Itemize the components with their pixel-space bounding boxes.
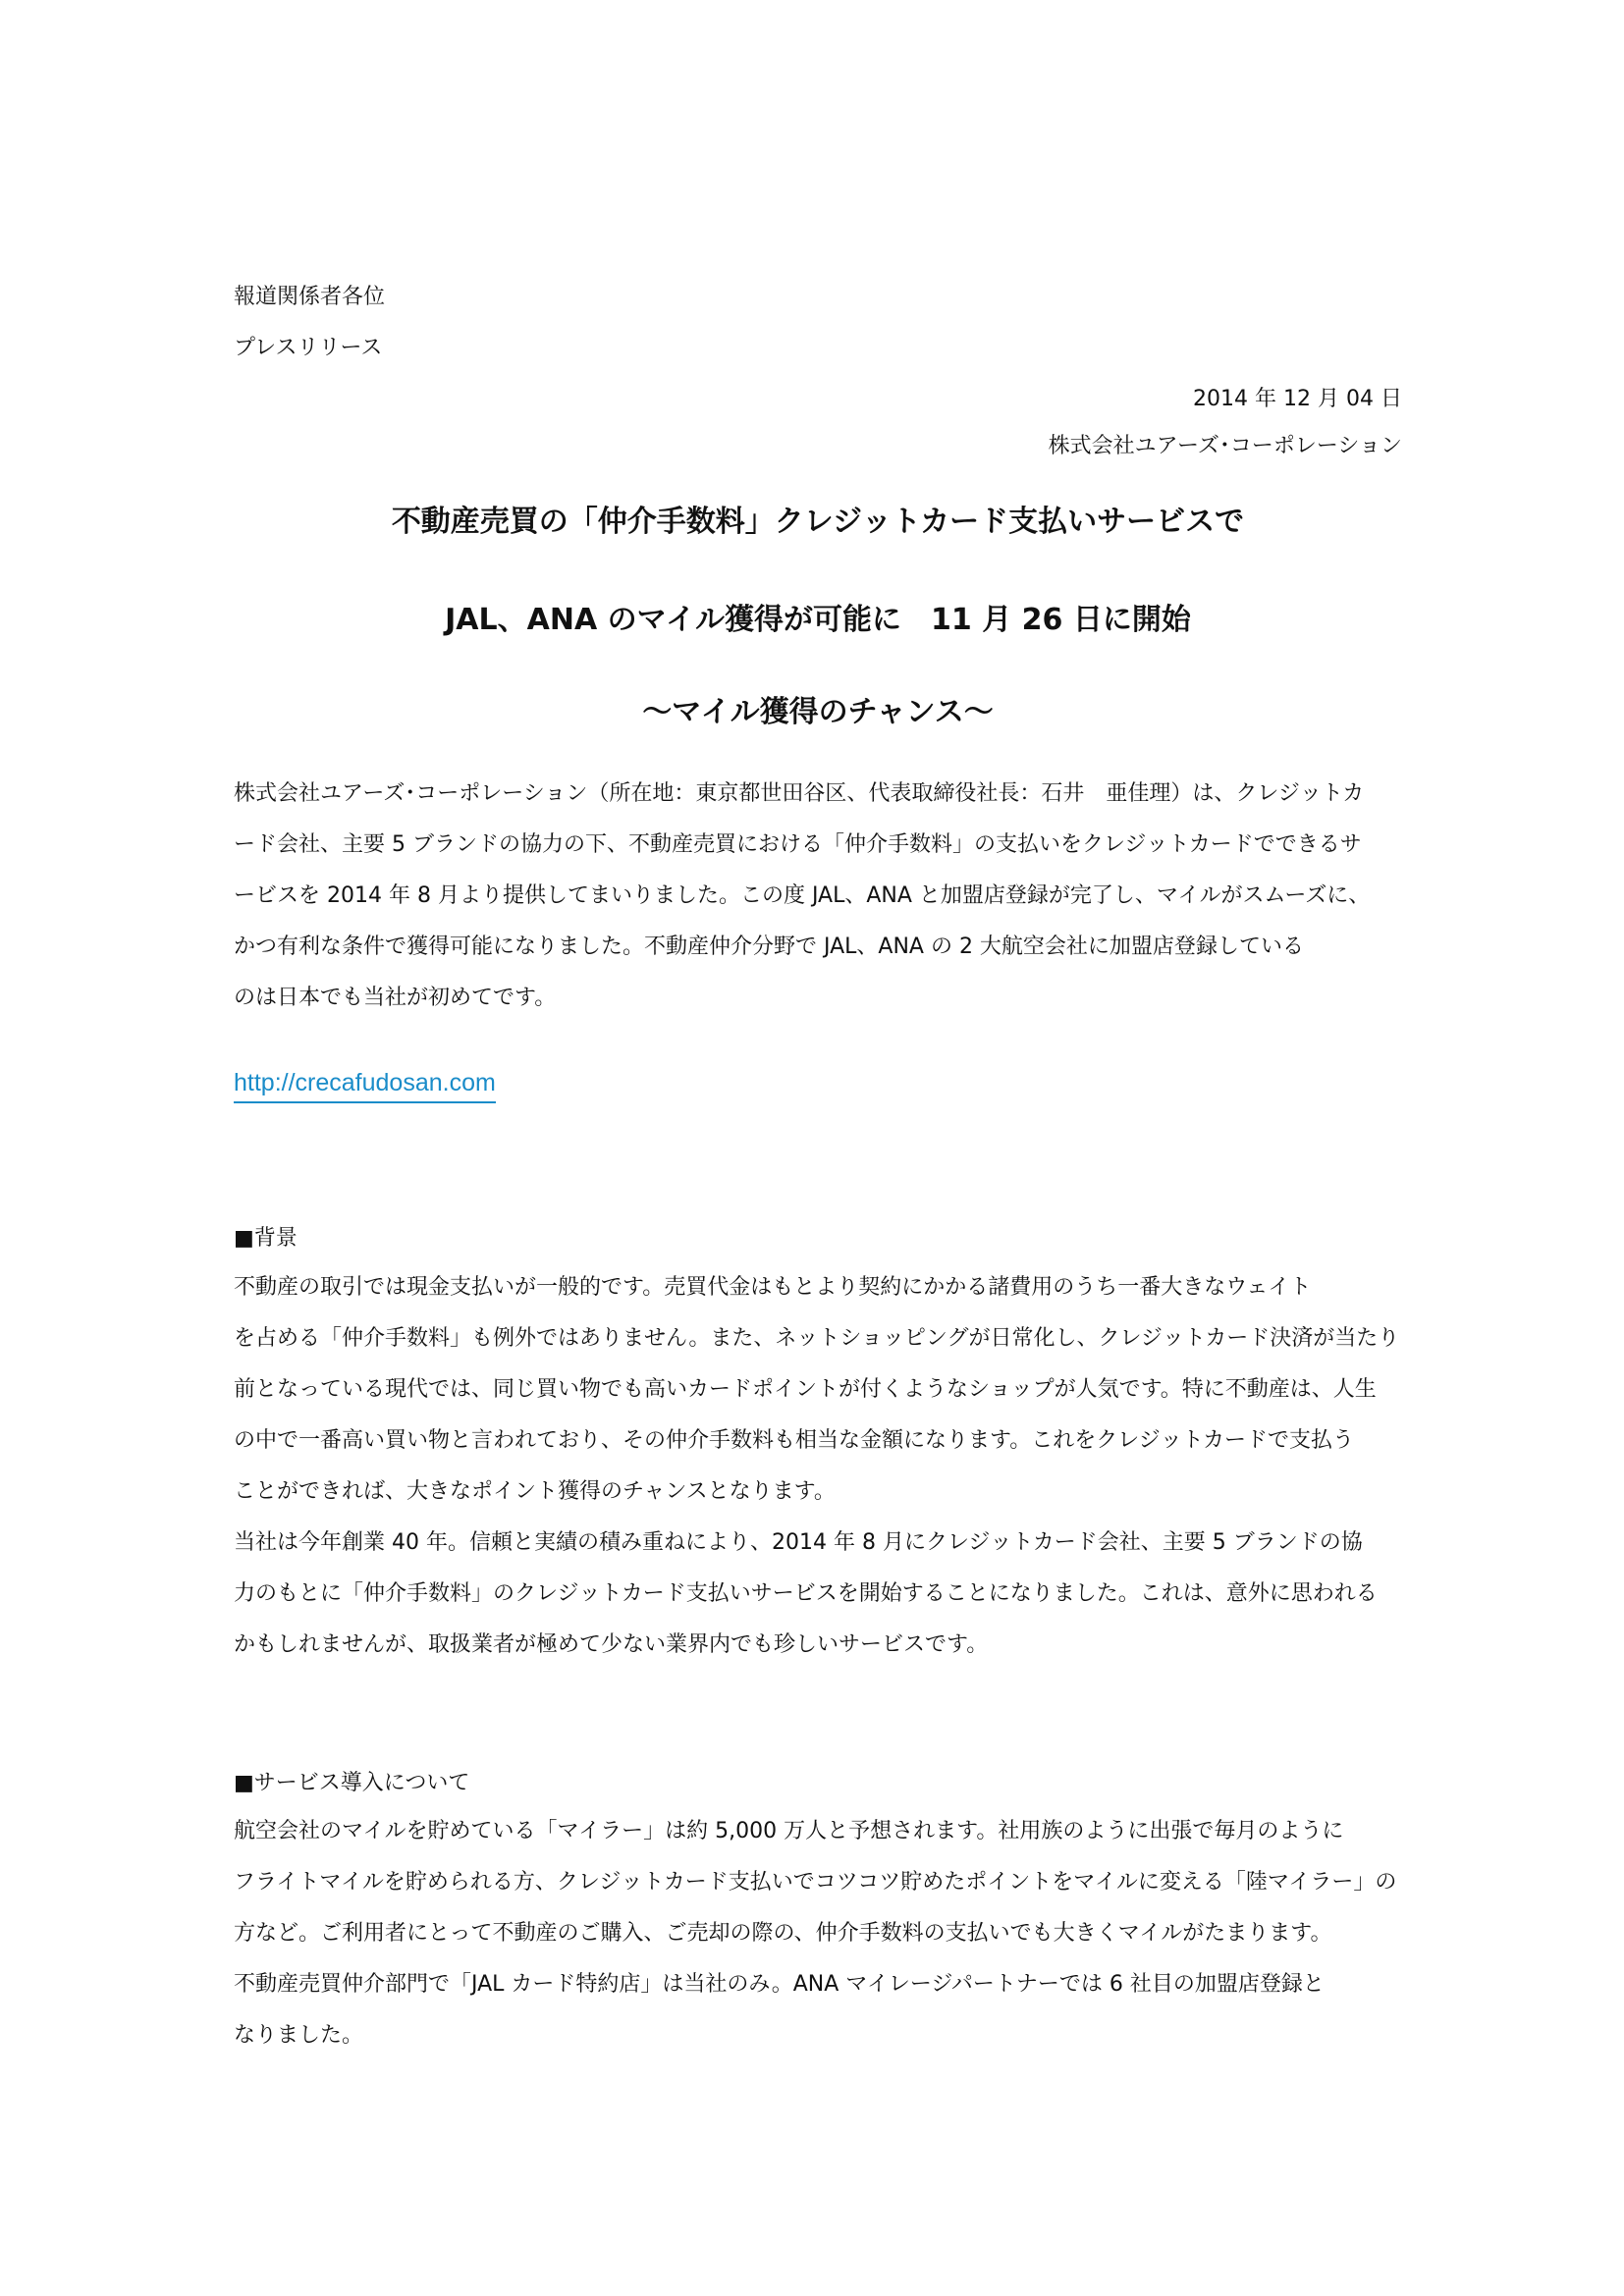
- background-heading: ■背景: [234, 1226, 298, 1251]
- intro-line: ービスを 2014 年 8 月より提供してまいりました。この度 JAL、ANA と加盟店登録が完了し、マイルがスムーズに、: [234, 883, 1371, 908]
- background-line: ことができれば、大きなポイント獲得のチャンスとなります。: [234, 1479, 836, 1504]
- title-line-2: JAL、ANA のマイル獲得が可能に 11 月 26 日に開始: [445, 603, 1191, 637]
- addressee: 報道関係者各位: [234, 285, 386, 309]
- title-line-3: ～マイル獲得のチャンス～: [642, 695, 994, 729]
- background-paragraph: [234, 1262, 1402, 1671]
- background-line: かもしれませんが、取扱業者が極めて少ない業界内でも珍しいサービスです。: [234, 1632, 989, 1657]
- website-link[interactable]: http://crecafudosan.com: [234, 1066, 496, 1103]
- background-line: 前となっている現代では、同じ買い物でも高いカードポイントが付くようなショップが人気です。特に不動産は、人生: [234, 1377, 1377, 1402]
- release-date: 2014 年 12 月 04 日: [1193, 387, 1402, 411]
- company-name: 株式会社ユアーズ･コーポレーション: [1048, 434, 1402, 458]
- intro-line: 株式会社ユアーズ･コーポレーション（所在地：東京都世田谷区、代表取締役社長：石井 亜佳理）は、クレジットカ: [234, 781, 1365, 806]
- background-line: を占める「仲介手数料」も例外ではありません。また、ネットショッピングが日常化し、クレジットカード決済が当たり: [234, 1326, 1400, 1351]
- background-line: 当社は今年創業 40 年。信頼と実績の積み重ねにより、2014 年 8 月にクレジットカード会社、主要 5 ブランドの協: [234, 1530, 1363, 1555]
- background-line: 力のもとに「仲介手数料」のクレジットカード支払いサービスを開始することになりました。これは、意外に思われる: [234, 1581, 1378, 1606]
- service-line: 航空会社のマイルを貯めている「マイラー」は約 5,000 万人と予想されます。社用族のように出張で毎月のように: [234, 1819, 1344, 1843]
- service-heading: ■サービス導入について: [234, 1771, 470, 1795]
- service-paragraph: [234, 1806, 1402, 2061]
- service-line: 方など。ご利用者にとって不動産のご購入、ご売却の際の、仲介手数料の支払いでも大きくマイルがたまります。: [234, 1921, 1332, 1946]
- title-line-1: 不動産売買の「仲介手数料」クレジットカード支払いサービスで: [391, 505, 1245, 539]
- service-line: 不動産売買仲介部門で「JAL カード特約店」は当社のみ。ANA マイレージパートナーでは 6 社目の加盟店登録と: [234, 1972, 1325, 1997]
- document-type: プレスリリース: [234, 336, 383, 360]
- service-line: フライトマイルを貯められる方、クレジットカード支払いでコツコツ貯めたポイントをマイルに変える「陸マイラー」の: [234, 1870, 1397, 1895]
- intro-line: かつ有利な条件で獲得可能になりました。不動産仲介分野で JAL、ANA の 2 大航空会社に加盟店登録している: [234, 934, 1304, 959]
- background-line: 不動産の取引では現金支払いが一般的です。売買代金はもとより契約にかかる諸費用のうち一番大きなウェイト: [234, 1275, 1312, 1300]
- intro-line: のは日本でも当社が初めてです。: [234, 986, 557, 1010]
- intro-line: ード会社、主要 5 ブランドの協力の下、不動産売買における「仲介手数料」の支払いをクレジットカードでできるサ: [234, 832, 1362, 857]
- service-line: なりました。: [234, 2023, 364, 2048]
- background-line: の中で一番高い買い物と言われており、その仲介手数料も相当な金額になります。これをクレジットカードで支払う: [234, 1428, 1355, 1453]
- intro-paragraph: [234, 769, 1402, 1024]
